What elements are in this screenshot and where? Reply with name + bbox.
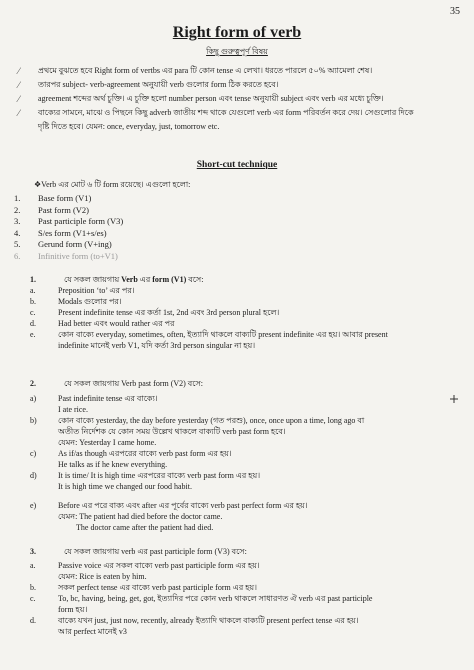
list-item: e) Before এর পরে বাক্য এবং after এর পূর্বের বাক্যে verb past perfect form এর হয়। [30, 501, 308, 510]
intro-line: ⁄ তারপর subject- verb-agreement অনুযায়ী verb গুলোর form ঠিক করতে হবে। [18, 80, 279, 90]
list-item: 5. Gerund form (V+ing) [14, 239, 112, 250]
intro-line: দৃষ্টি দিতে হবে। যেমন: once, everyday, just, tomorrow etc. [38, 122, 220, 131]
intro-line: ⁄ agreement শব্দের অর্থ চুক্তি। এ চুক্তি হলো number person এবং tense অনুযায়ী subject এবং verb এর মধ্যে চুক্তি। [18, 94, 384, 104]
section-v3 [30, 546, 458, 637]
page-title: Right form of verb [172, 24, 302, 41]
list-item: d) It is time/ It is high time এরপরের বাক্যে verb past form এর হয়। [30, 471, 261, 480]
list-item: a) Past indefinite tense এর বাক্যে। [30, 394, 158, 403]
list-item: যেমন: The patient had died before the doctor came. [58, 512, 223, 521]
list-item: It is high time we changed our food habit. [58, 482, 192, 491]
list-item: d. Had better এবং would rather এর পর [30, 319, 175, 328]
list-item: a. Preposition ‘to’ এর পর। [30, 286, 135, 295]
list-item: b. Modals গুলোর পর। [30, 297, 122, 306]
tick-mark-icon: ⁄ [18, 66, 20, 76]
intro-line: ⁄ বাক্যের সামনে, মাঝে ও পিছনে কিছু adverb জাতীয় শব্দ থাকে যেগুলো verb এর form পরিবর্তন করে দেয়। সেগুলোর দিকে [18, 108, 414, 118]
list-item: d. বাক্যে যখন just, just now, recently, already ইত্যাদি থাকলে বাক্যটি present perfect tense এর হয়। [30, 616, 359, 625]
list-item: 1. Base form (V1) [14, 193, 92, 203]
list-item: অতীত নির্দেশক যে কোন সময় উল্লেখ থাকলে বাক্যটি verb past form হবে। [58, 427, 286, 436]
list-item: c. To, bc, having, being, get, got, ইত্যাদির পরে কোন verb থাকলে সাধারণত ঐ verb এর past participle [30, 594, 373, 603]
verb-forms-header: ❖Verb এর মোট ৬ টি form রয়েছে। এগুলো হলো: [34, 180, 191, 189]
list-item: 2. Past form (V2) [14, 204, 89, 215]
list-item: b) কোন বাক্যে yesterday, the day before yesterday (গত পরশু), once, once upon a time, long ago বা [30, 416, 365, 425]
list-item: c. Present indefinite tense এর কর্তা 1st, 2nd এবং 3rd person plural হলে। [30, 308, 280, 317]
tick-mark-icon: ⁄ [18, 94, 20, 104]
section-heading: 3. যে সকল জায়গায় verb এর past participle form (V3) বসে: [30, 547, 247, 556]
list-item: The doctor came after the patient had died. [76, 523, 214, 532]
verb-forms-list [14, 193, 123, 263]
list-item: যেমন: Yesterday I came home. [58, 438, 157, 447]
list-spacer [30, 492, 458, 500]
list-item: আর perfect মানেই v3 [58, 627, 127, 636]
list-item: I ate rice. [58, 405, 88, 414]
list-item: e. কোন বাক্যে everyday, sometimes, often, ইত্যাদি থাকলে বাক্যটি present indefinite এর হয়। আবার present [30, 330, 388, 339]
list-item: যেমন: Rice is eaten by him. [58, 572, 147, 581]
list-item: form হয়। [58, 605, 88, 614]
tick-mark-icon: ⁄ [18, 80, 20, 90]
list-item: c) As if/as though এরপরের বাক্যে verb past form এর হয়। [30, 449, 232, 458]
list-item: 4. S/es form (V1+s/es) [14, 227, 107, 238]
section-heading: 1. যে সকল জায়গায় Verb এর form (V1) বসে: [30, 275, 204, 284]
section-heading: 2. যে সকল জায়গায় Verb past form (V2) বসে: [30, 379, 203, 388]
list-item: 6. Infinitive form (to+V1) [14, 250, 118, 261]
list-item: 3. Past participle form (V3) [14, 216, 124, 227]
section-v1 [30, 274, 458, 351]
list-item: He talks as if he knew everything. [58, 460, 168, 469]
page-subtitle: কিছু গুরুত্বপূর্ণ বিষয় [206, 47, 268, 56]
list-item: indefinite মানেই verb V1, যদি কর্তা 3rd person singular না হয়। [58, 341, 256, 350]
section-v2 [30, 378, 458, 533]
shortcut-heading: Short-cut technique [196, 160, 278, 170]
page-number: 35 [450, 6, 460, 17]
intro-notes [18, 64, 456, 134]
tick-mark-icon: ⁄ [18, 108, 20, 118]
list-item: a. Passive voice এর সকল বাক্যে verb past participle form এর হয়। [30, 561, 260, 570]
cross-mark-icon [450, 395, 458, 403]
list-item: b. সকল perfect tense এর বাক্যে verb past participle form এর হয়। [30, 583, 257, 592]
intro-line: ⁄ প্রথমে বুঝতে হবে Right form of vertbs এর para টি কোন tense এ লেখা। ধরতে পারলে ৫০% অ্যামেলা শেষ। [18, 66, 373, 76]
